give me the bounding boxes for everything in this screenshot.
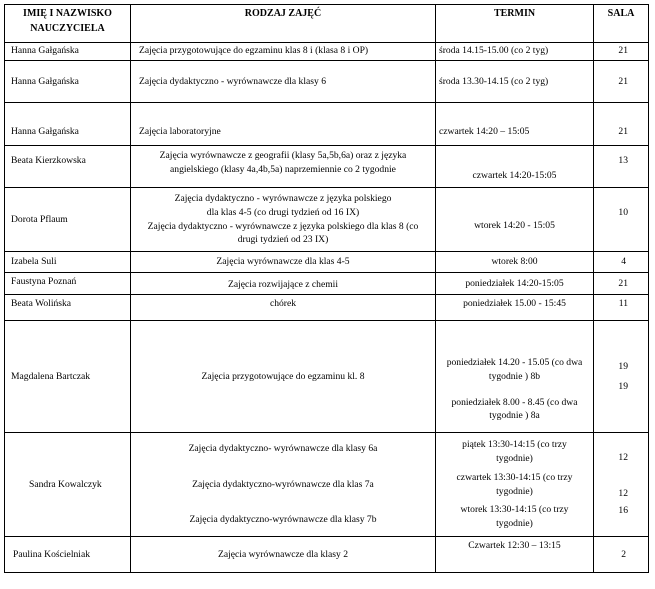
table-row [5, 295, 649, 321]
table-row [5, 61, 649, 103]
activity-type: Zajęcia przygotowujące do egzaminu klas 8 i (klasa 8 i OP) [131, 43, 436, 61]
room-line: 19 [618, 380, 628, 392]
teacher-name: Beata Wolińska [5, 295, 131, 321]
term-line: piątek 13:30-14:15 (co trzy [462, 438, 567, 450]
activity-line: Zajęcia dydaktyczno - wyrównawcze z języka polskiego dla klas 8 (co [147, 220, 419, 232]
activity-type [131, 146, 436, 188]
term: poniedziałek 14:20-15:05 [436, 273, 594, 295]
room: 10 [594, 188, 649, 252]
term [436, 321, 594, 433]
room: 4 [594, 252, 649, 273]
room-line: 16 [618, 504, 628, 516]
room: 21 [594, 61, 649, 103]
term: Czwartek 12:30 – 13:15 [436, 537, 594, 573]
activity-type: Zajęcia laboratoryjne [131, 103, 436, 146]
term: wtorek 8:00 [436, 252, 594, 273]
term: poniedziałek 15.00 - 15:45 [436, 295, 594, 321]
room [594, 433, 649, 537]
term-line: tygodnie ) 8a [489, 410, 540, 422]
term [436, 433, 594, 537]
activity-line: Zajęcia dydaktyczno - wyrównawcze z języka polskiego [174, 192, 392, 204]
term: wtorek 14:20 - 15:05 [436, 188, 594, 252]
teacher-name: Izabela Suli [5, 252, 131, 273]
spacer [597, 465, 628, 487]
header-term: TERMIN [436, 5, 594, 43]
teacher-name: Dorota Pflaum [5, 188, 131, 252]
activity-line: Zajęcia dydaktyczno-wyrównawcze dla klasy 7b [189, 514, 377, 526]
header-name-line-1: IMIĘ I NAZWISKO [23, 8, 112, 19]
term-line: czwartek 13:30-14:15 (co trzy [456, 471, 573, 483]
table-row [5, 43, 649, 61]
teacher-name: Sandra Kowalczyk [5, 433, 131, 537]
term: czwartek 14:20-15:05 [436, 146, 594, 188]
activity-line: Zajęcia wyrównawcze z geografii (klasy 5a,5b,6a) oraz z języka [159, 150, 407, 161]
teacher-name: Magdalena Bartczak [5, 321, 131, 433]
activity-line: angielskiego (klasy 4a,4b,5a) naprzemiennie co 2 tygodnie [170, 163, 396, 175]
room: 13 [594, 146, 649, 188]
table-row [5, 273, 649, 295]
table-row [5, 103, 649, 146]
activity-line: dla klas 4-5 (co drugi tydzień od 16 IX) [206, 206, 360, 218]
header-row [5, 5, 649, 43]
room: 21 [594, 273, 649, 295]
activity-line: drugi tydzień od 23 IX) [237, 234, 329, 246]
term-line: tygodnie) [496, 518, 533, 530]
term-line: poniedziałek 8.00 - 8.45 (co dwa [451, 396, 578, 408]
room: 21 [594, 103, 649, 146]
table-row [5, 321, 649, 433]
term-line: tygodnie) [496, 485, 533, 497]
schedule-table [4, 4, 649, 573]
room-line: 12 [618, 488, 628, 500]
activity-line: Zajęcia dydaktyczno- wyrównawcze dla klasy 6a [188, 442, 378, 454]
teacher-name: Hanna Gałgańska [5, 61, 131, 103]
room: 11 [594, 295, 649, 321]
table-row [5, 537, 649, 573]
activity-type: Zajęcia wyrównawcze dla klas 4-5 [131, 252, 436, 273]
activity-type: Zajęcia dydaktyczno - wyrównawcze dla klasy 6 [131, 61, 436, 103]
teacher-name: Faustyna Poznań [5, 273, 131, 295]
table-row [5, 252, 649, 273]
header-type: RODZAJ ZAJĘĆ [131, 5, 436, 43]
term-line: poniedziałek 14.20 - 15.05 (co dwa [446, 356, 583, 368]
teacher-name: Hanna Gałgańska [5, 103, 131, 146]
term-line: tygodnie) [496, 452, 533, 464]
teacher-name: Hanna Gałgańska [5, 43, 131, 61]
room: 2 [594, 537, 649, 573]
term-line: tygodnie ) 8b [488, 370, 541, 382]
activity-type [131, 433, 436, 537]
term: czwartek 14:20 – 15:05 [436, 103, 594, 146]
header-name [5, 5, 131, 43]
term: środa 13.30-14.15 (co 2 tyg) [436, 61, 594, 103]
term: środa 14.15-15.00 (co 2 tyg) [436, 43, 594, 61]
spacer [134, 456, 432, 478]
activity-type: Zajęcia wyrównawcze dla klasy 2 [131, 537, 436, 573]
room-line: 12 [618, 452, 628, 464]
activity-type: chórek [131, 295, 436, 321]
header-room: SALA [594, 5, 649, 43]
room: 21 [594, 43, 649, 61]
teacher-name: Beata Kierzkowska [5, 146, 131, 188]
room-line: 19 [618, 360, 628, 372]
header-name-line-2: NAUCZYCIELA [30, 22, 105, 34]
table-row [5, 433, 649, 537]
activity-line: Zajęcia dydaktyczno-wyrównawcze dla klas 7a [192, 478, 374, 490]
term-line: wtorek 13:30-14:15 (co trzy [460, 504, 569, 516]
activity-type [131, 188, 436, 252]
table-row [5, 146, 649, 188]
teacher-name: Paulina Kościelniak [5, 537, 131, 573]
table-row [5, 188, 649, 252]
spacer [134, 491, 432, 513]
room [594, 321, 649, 433]
activity-type: Zajęcia rozwijające z chemii [131, 273, 436, 295]
activity-type: Zajęcia przygotowujące do egzaminu kl. 8 [131, 321, 436, 433]
spacer [439, 384, 590, 396]
